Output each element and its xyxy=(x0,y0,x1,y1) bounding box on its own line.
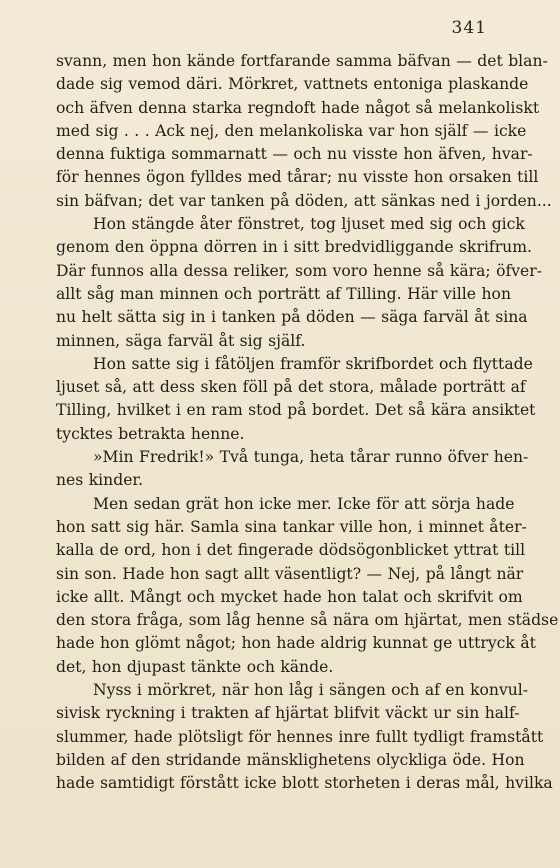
text-line: kalla de ord, hon i det fingerade dödsögonblicket yttrat till xyxy=(56,541,526,560)
text-line: bilden af den stridande mänsklighetens olyckliga öde. Hon xyxy=(56,750,525,769)
text-line: svann, men hon kände fortfarande samma bäfvan — det blan- xyxy=(56,52,548,70)
page-number: 341 xyxy=(451,18,487,38)
text-line: den stora fråga, som låg henne så nära om hjärtat, men städse xyxy=(56,611,559,630)
text-line: för hennes ögon fylldes med tårar; nu visste hon orsaken till xyxy=(56,168,539,187)
text-line: allt såg man minnen och porträtt af Tilling. Här ville hon xyxy=(56,284,511,303)
text-line: genom den öppna dörren in i sitt bredvidliggande skrifrum. xyxy=(56,238,532,257)
text-line: Hon stängde åter fönstret, tog ljuset med sig och gick xyxy=(93,215,525,234)
text-line: med sig . . . Ack nej, den melankoliska var hon själf — icke xyxy=(56,121,527,140)
text-line: »Min Fredrik!» Två tunga, heta tårar runno öfver hen- xyxy=(93,448,529,467)
text-line: det, hon djupast tänkte och kände. xyxy=(56,657,334,676)
text-line: hade samtidigt förstått icke blott storheten i deras mål, hvilka xyxy=(56,774,553,793)
text-line: sivisk ryckning i trakten af hjärtat blifvit väckt ur sin half- xyxy=(56,704,520,723)
text-line: minnen, säga farväl åt sig själf. xyxy=(56,331,306,350)
text-line: nes kinder. xyxy=(56,471,144,490)
text-line: Hon satte sig i fåtöljen framför skrifbordet och flyttade xyxy=(93,354,533,373)
text-line: hon satt sig här. Samla sina tankar ville hon, i minnet åter- xyxy=(56,517,527,536)
text-line: tycktes betrakta henne. xyxy=(56,424,245,443)
text-line: ljuset så, att dess sken föll på det stora, målade porträtt af xyxy=(56,378,526,397)
text-line: icke allt. Mångt och mycket hade hon talat och skrifvit om xyxy=(56,587,523,606)
text-line: nu helt sätta sig in i tanken på döden — säga farväl åt sina xyxy=(56,308,528,327)
text-line: slummer, hade plötsligt för hennes inre fullt tydligt framstått xyxy=(56,727,544,746)
text-line: dade sig vemod däri. Mörkret, vattnets entoniga plaskande xyxy=(56,75,529,94)
text-line: sin son. Hade hon sagt allt väsentligt? — Nej, på långt när xyxy=(56,564,524,583)
text-line: Där funnos alla dessa reliker, som voro henne så kära; öfver- xyxy=(56,261,542,280)
text-line: hade hon glömt något; hon hade aldrig kunnat ge uttryck åt xyxy=(56,634,536,653)
text-line: denna fuktiga sommarnatt — och nu visste hon äfven, hvar- xyxy=(56,145,533,164)
text-line: Nyss i mörkret, när hon låg i sängen och af en konvul- xyxy=(93,681,529,700)
body-text xyxy=(56,50,559,796)
text-line: Men sedan grät hon icke mer. Icke för att sörja hade xyxy=(93,494,515,513)
text-line: Tilling, hvilket i en ram stod på bordet. Det så kära ansiktet xyxy=(56,401,536,420)
text-line: och äfven denna starka regndoft hade något så melankoliskt xyxy=(56,98,540,117)
text-line: sin bäfvan; det var tanken på döden, att sänkas ned i jorden... xyxy=(56,191,552,210)
